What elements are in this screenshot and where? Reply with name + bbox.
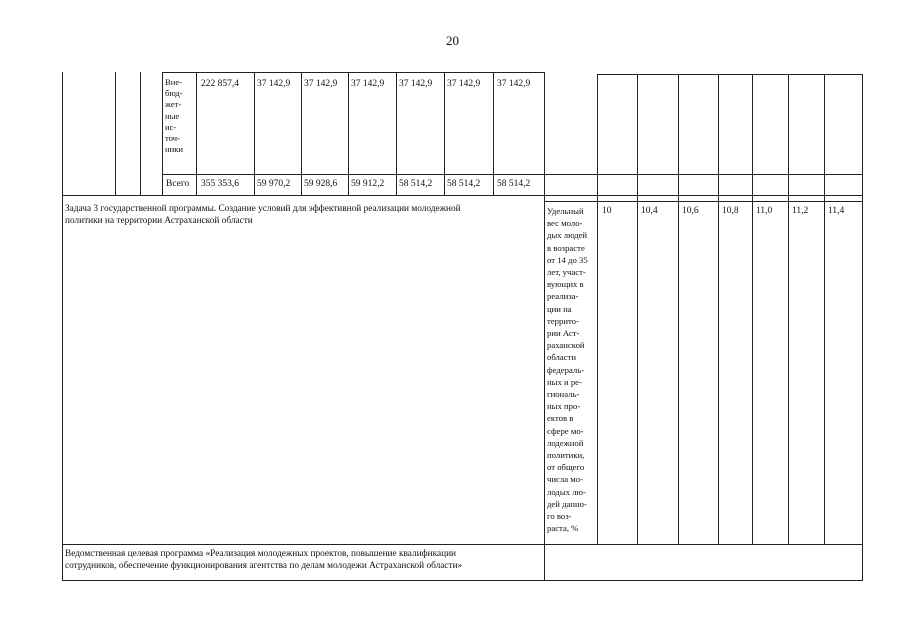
task3-value-7: 11,4	[828, 206, 845, 216]
task3-title: Задача 3 государственной программы. Создание условий для эффективной реализации молодежной политики на территории Астраханской области	[65, 204, 461, 226]
funding-offbudget-year5: 37 142,9	[447, 79, 481, 89]
task3-value-5: 11,0	[756, 206, 773, 216]
task3-value-3: 10,6	[682, 206, 699, 216]
rule-row-total-top	[162, 174, 863, 175]
funding-total-year3: 59 912,2	[351, 179, 385, 189]
rule-v-y5-end	[493, 72, 494, 195]
funding-offbudget-total: 222 857,4	[201, 79, 239, 89]
rule-top-left	[162, 72, 544, 73]
rule-v-total-end	[254, 72, 255, 195]
rule-v-source-end	[196, 72, 197, 195]
rule-v-y2-end	[348, 72, 349, 195]
task3-value-6: 11,2	[792, 206, 809, 216]
funding-total-year4: 58 514,2	[399, 179, 433, 189]
rule-v-val7	[824, 74, 825, 544]
funding-offbudget-year6: 37 142,9	[497, 79, 531, 89]
rule-v-indicator-right	[597, 74, 598, 544]
rule-v-col3	[162, 72, 163, 195]
rule-task3-top	[544, 201, 863, 202]
rule-v-val3	[678, 74, 679, 544]
funding-offbudget-year4: 37 142,9	[399, 79, 433, 89]
rule-v-col2	[140, 72, 141, 195]
funding-total-total: 355 353,6	[201, 179, 239, 189]
page-number: 20	[446, 33, 459, 48]
task3-value-1: 10	[602, 206, 612, 216]
rule-v-y1-end	[301, 72, 302, 195]
rule-v-val4	[718, 74, 719, 544]
rule-v-indicator-left	[544, 72, 545, 580]
rule-v-y4-end	[444, 72, 445, 195]
funding-total-year2: 59 928,6	[304, 179, 338, 189]
rule-v-right-edge	[862, 74, 863, 581]
funding-source-total: Всего	[166, 179, 190, 189]
task3-indicator: Удельный вес моло- дых людей в возрасте от 14 до 35 лет, участ- вующих в реализа- ции на террито- рии Аст- раханской области федераль- ных и ре- гиональ- ных про- ектов в сфере мо- лодежной политики, от общего числа мо- лодых лю- дей данно- го воз- раста, %	[547, 206, 588, 534]
funding-source-offbudget: Вне- бюд- жет- ные ис- точ- ники	[165, 77, 183, 155]
rule-v-val5	[752, 74, 753, 544]
task3-value-2: 10,4	[641, 206, 658, 216]
task3-value-4: 10,8	[722, 206, 739, 216]
rule-v-col1	[115, 72, 116, 195]
funding-offbudget-year3: 37 142,9	[351, 79, 385, 89]
funding-total-year1: 59 970,2	[257, 179, 291, 189]
rule-program-bottom	[62, 580, 863, 581]
program-title: Ведомственная целевая программа «Реализация молодежных проектов, повышение квалификации сотрудников, обеспечение функционирования агентства по делам молодежи Астраханской области»	[65, 549, 463, 571]
rule-row-total-bottom	[62, 195, 863, 196]
rule-v-val6	[788, 74, 789, 544]
funding-total-year6: 58 514,2	[497, 179, 531, 189]
funding-offbudget-year2: 37 142,9	[304, 79, 338, 89]
rule-v-val2	[637, 74, 638, 544]
rule-program-top	[62, 544, 863, 545]
funding-total-year5: 58 514,2	[447, 179, 481, 189]
rule-v-left-edge	[62, 72, 63, 580]
rule-v-y3-end	[396, 72, 397, 195]
funding-offbudget-year1: 37 142,9	[257, 79, 291, 89]
